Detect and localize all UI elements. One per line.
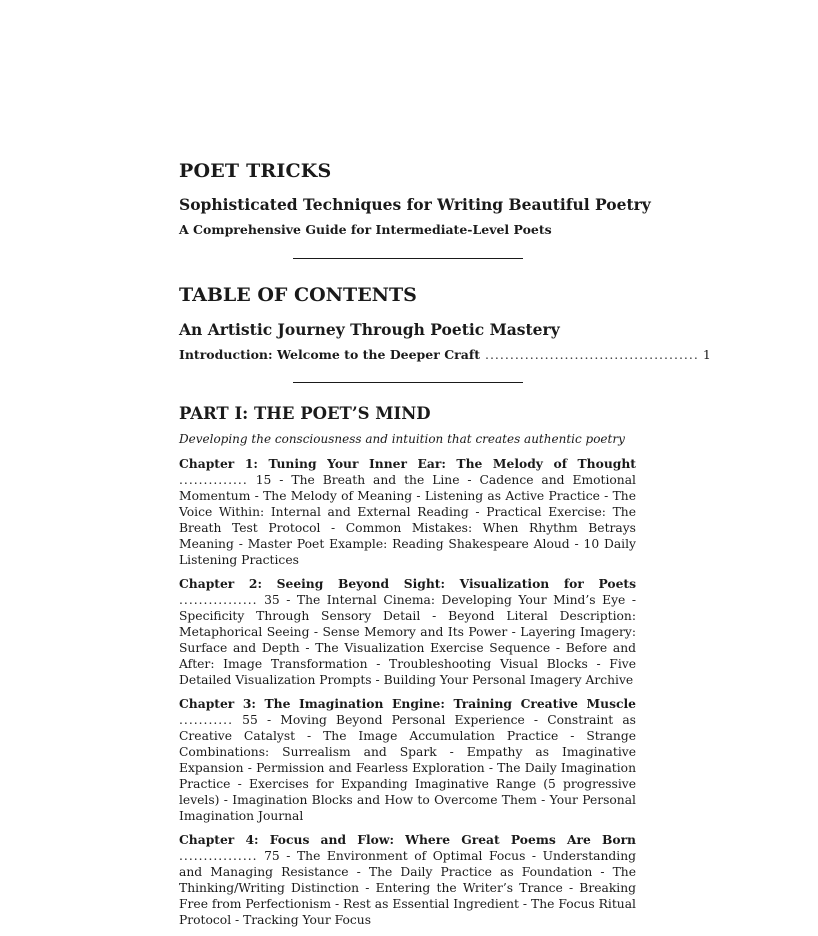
toc-page-number: 55 [242,713,258,727]
chapter-topics: - The Environment of Optimal Focus - Understanding and Managing Resistance - The Daily Practice as Foundation - The Thinking/Writing Distinction - Entering the Writer’s Trance - Breaking Free from Perfectionism - Rest as Essential Ingredient - The Focus Ritual Protocol - Tracking Your Focus [179,849,637,927]
horizontal-rule [293,382,523,383]
chapter-topics: - Moving Beyond Personal Experience - Constraint as Creative Catalyst - The Image Accumulation Practice - Strange Combinations: Surrealism and Spark - Empathy as Imaginative Expansion - Permission and Fearless Exploration - The Daily Imagination Practice - Exercises for Expanding Imaginative Range (5 progressive levels) - Imagination Blocks and How to Overcome Them - Your Personal Imagination Journal [179,713,636,823]
toc-page-number: 35 [264,593,280,607]
chapter-topics-block [179,712,636,824]
toc-page-number: 15 [255,473,272,487]
toc-leader-dots: ................ [179,849,258,863]
toc-entry-chapter-4[interactable] [179,832,636,928]
chapter-topics: - The Internal Cinema: Developing Your Mind’s Eye - Specificity Through Sensory Detail - Beyond Literal Description: Metaphorical Seeing - Sense Memory and Its Power - Layering Imagery: Surface and Depth - The Visualization Exercise Sequence - Before and After: Image Transformation - Troubleshooting Visual Blocks - Five Detailed Visualization Prompts - Building Your Personal Imagery Archive [179,593,636,687]
part-description: Developing the consciousness and intuition that creates authentic poetry [179,432,625,446]
chapter-title: Chapter 4: Focus and Flow: Where Great Poems Are Born [179,832,636,847]
book-subtitle: Sophisticated Techniques for Writing Beautiful Poetry [179,195,651,214]
toc-entry-introduction[interactable] [179,347,711,362]
toc-page-number: 1 [702,347,711,362]
toc-entry-label: Introduction: Welcome to the Deeper Craft [179,347,480,362]
toc-leader-dots: ................ [179,593,258,607]
toc-leader-dots: ........... [179,713,233,727]
book-title: POET TRICKS [179,160,332,182]
toc-heading: TABLE OF CONTENTS [179,284,417,306]
chapter-title: Chapter 2: Seeing Beyond Sight: Visualization for Poets [179,576,636,591]
chapter-topics: - The Breath and the Line - Cadence and Emotional Momentum - The Melody of Meaning - Listening as Active Practice - The Voice Within: Internal and External Reading - Practical Exercise: The Breath Test Protocol - Common Mistakes: When Rhythm Betrays Meaning - Master Poet Example: Reading Shakespeare Aloud - 10 Daily Listening Practices [179,473,636,567]
chapter-title: Chapter 3: The Imagination Engine: Training Creative Muscle [179,696,636,711]
chapter-topics-block [179,472,636,568]
chapter-topics-block [179,592,636,688]
part-heading: PART I: THE POET’S MIND [179,404,431,423]
chapter-list [179,456,636,936]
chapter-title: Chapter 1: Tuning Your Inner Ear: The Melody of Thought [179,456,636,471]
toc-leader-dots: .............. [179,473,248,487]
toc-entry-chapter-3[interactable] [179,696,636,824]
toc-subheading: An Artistic Journey Through Poetic Mastery [179,320,560,339]
toc-leader-dots: ........................................... [484,347,699,362]
toc-page-number: 75 [264,849,280,863]
chapter-topics-block [179,848,636,928]
toc-entry-chapter-2[interactable] [179,576,636,688]
toc-entry-chapter-1[interactable] [179,456,636,568]
horizontal-rule [293,258,523,259]
book-tagline: A Comprehensive Guide for Intermediate-Level Poets [179,222,552,237]
